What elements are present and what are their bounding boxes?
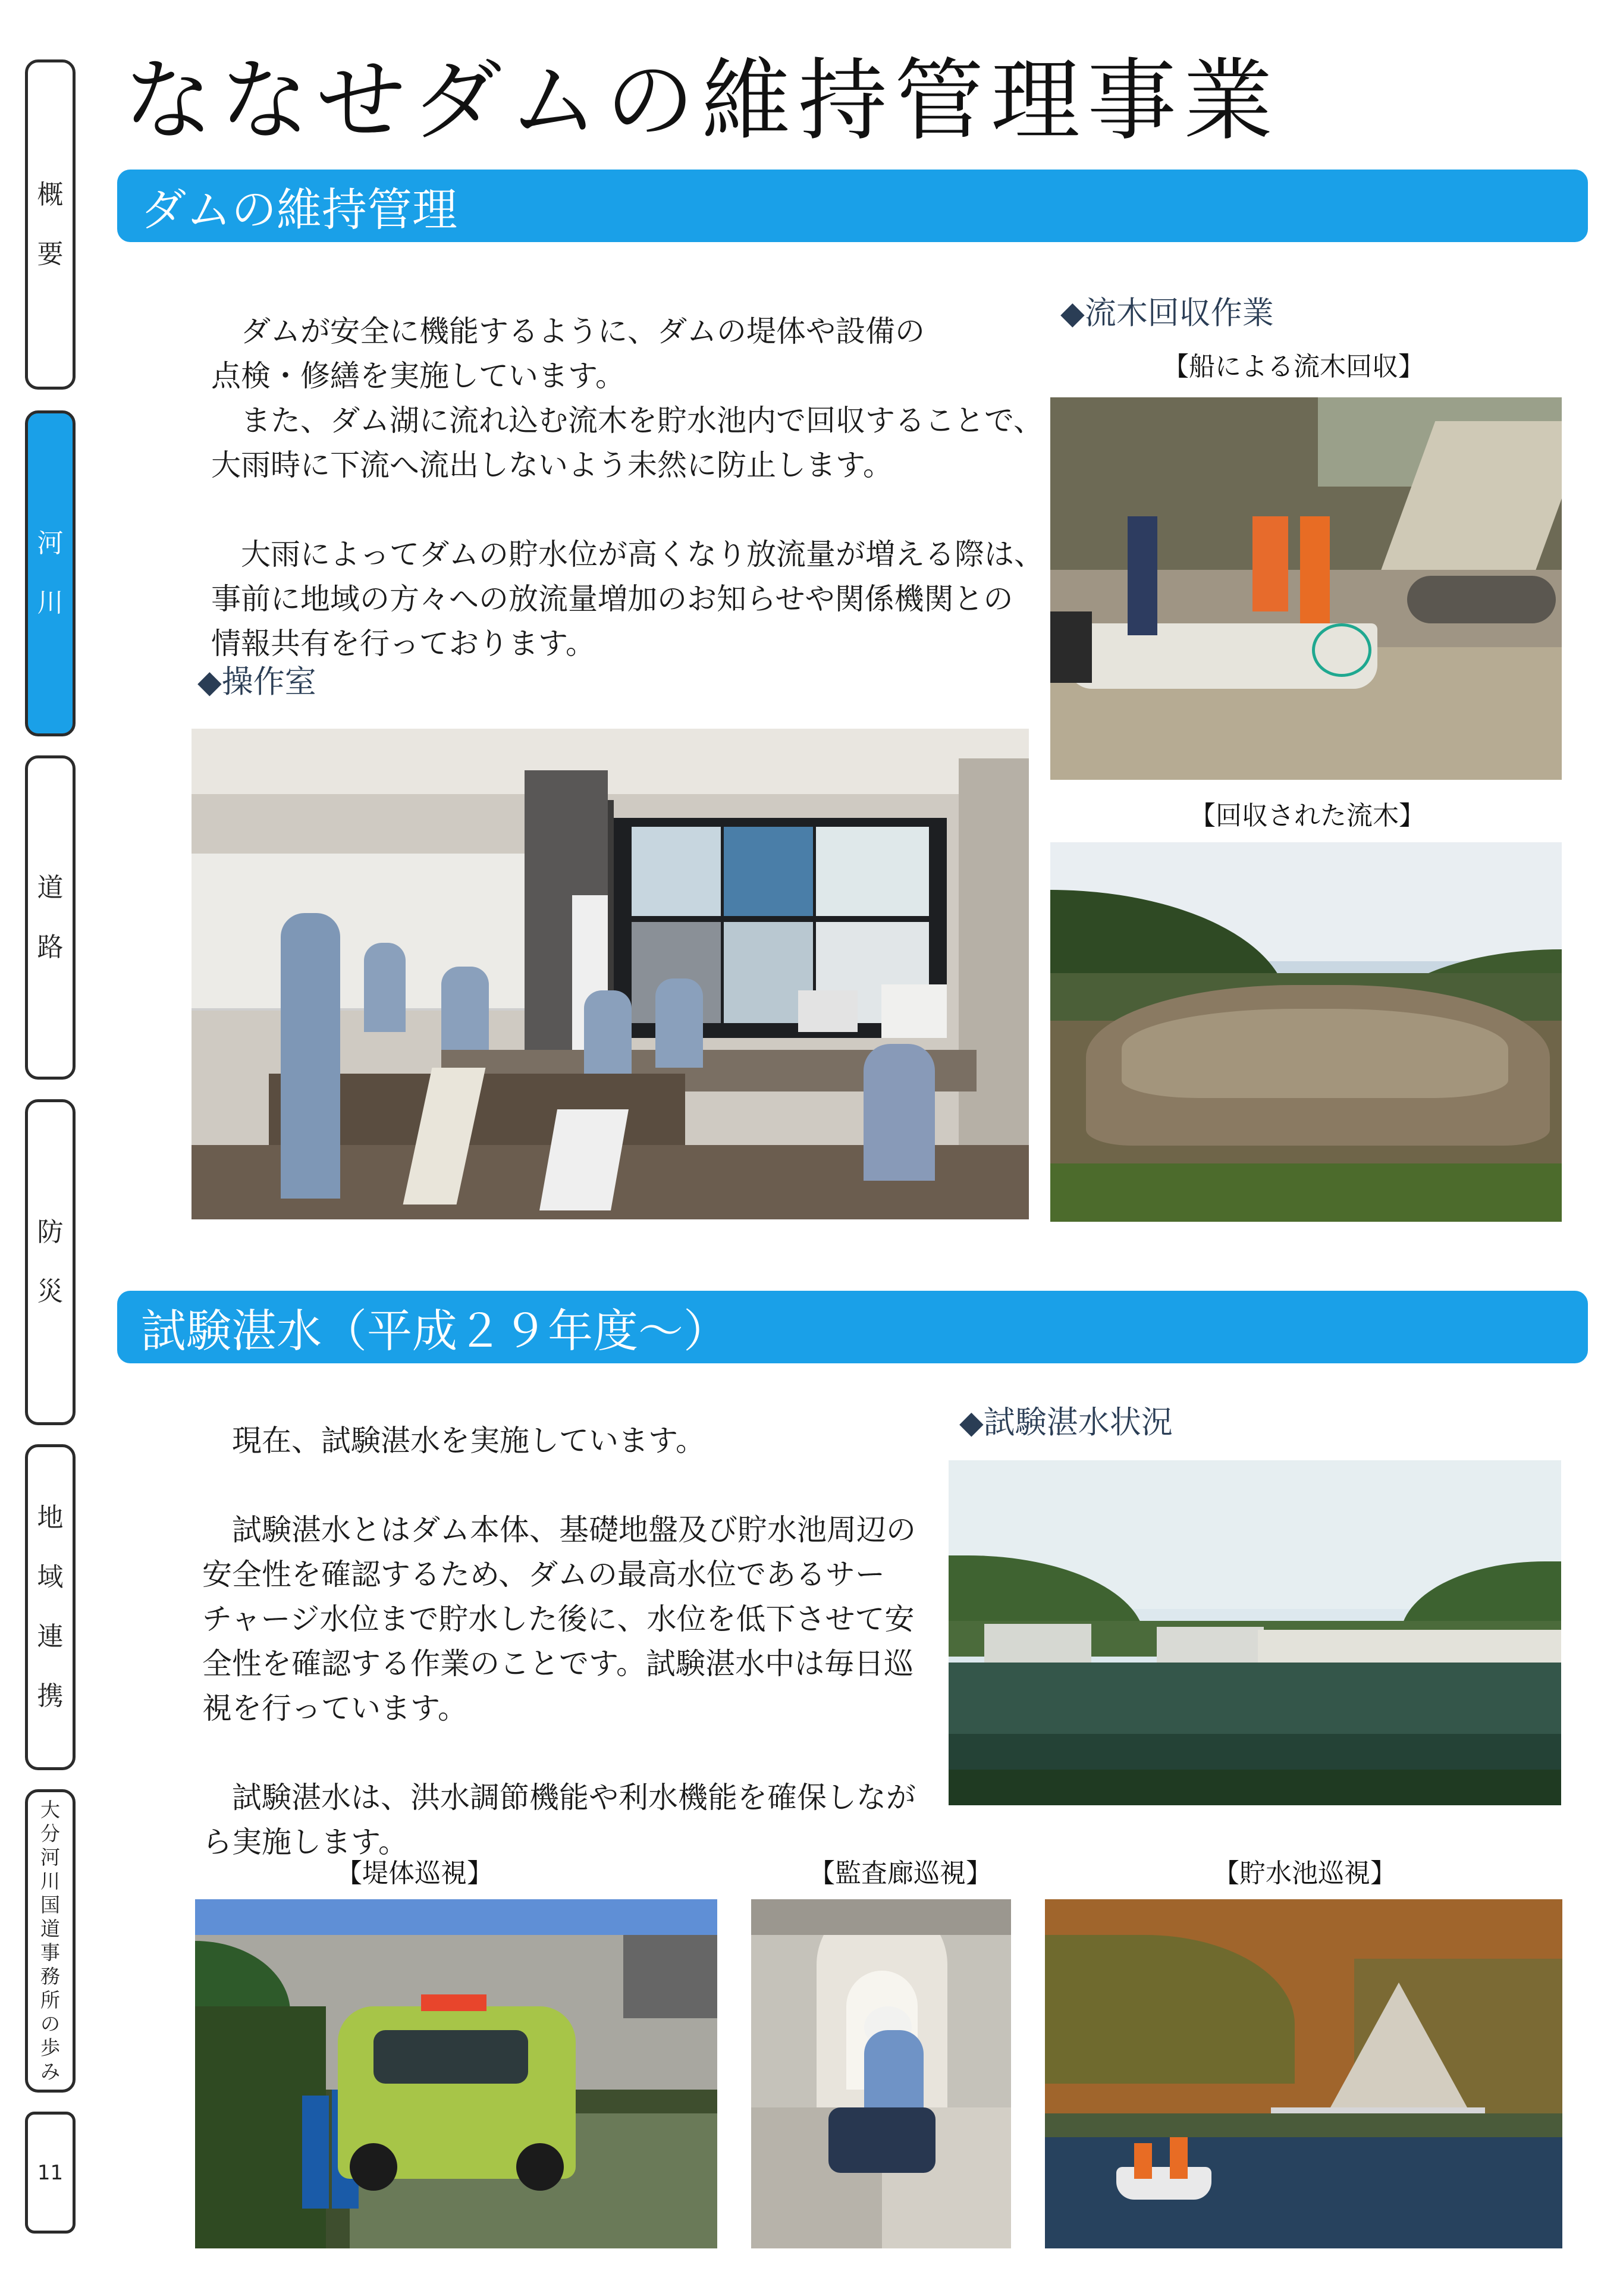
text-line: 視を行っています。 [202, 1691, 467, 1726]
text-line: 現在、試験湛水を実施しています。 [202, 1423, 705, 1458]
side-tab-char: 河 [37, 528, 64, 559]
collected-driftwood-photo [1050, 842, 1562, 1222]
collected-driftwood-caption: 【回収された流木】 [1189, 801, 1425, 831]
side-tab-char: 道 [40, 1917, 60, 1940]
side-tab-label [37, 528, 64, 618]
text-line: 安全性を確認するため、ダムの最高水位であるサー [202, 1557, 885, 1592]
boat-driftwood-collection-photo [1050, 397, 1562, 780]
side-tab-char: 大 [40, 1798, 60, 1821]
test-status-label: ◆試験湛水状況 [959, 1404, 1173, 1441]
reservoir-patrol-caption: 【貯水池巡視】 [1213, 1858, 1396, 1889]
text-line: 事前に地域の方々への放流量増加のお知らせや関係機関との [211, 582, 1013, 616]
side-tab-char: 概 [37, 179, 64, 210]
side-tab-overview[interactable] [25, 59, 76, 390]
side-tab-char: 防 [37, 1217, 64, 1247]
text-line [211, 488, 1044, 532]
side-tab-char: 路 [37, 931, 64, 962]
reservoir-patrol-photo [1045, 1899, 1562, 2248]
control-room-photo [192, 729, 1029, 1219]
side-tab-river[interactable] [25, 410, 76, 736]
inspection-gallery-patrol-caption: 【監査廊巡視】 [809, 1858, 992, 1889]
text-line [202, 1731, 916, 1776]
side-tab-char: 携 [37, 1681, 64, 1711]
text-line: ダムが安全に機能するように、ダムの堤体や設備の [211, 314, 925, 349]
side-tab-char: 所 [40, 1988, 60, 2012]
side-tab-history[interactable] [25, 1789, 76, 2093]
test-impoundment-status-photo [949, 1460, 1561, 1805]
side-tab-char: 災 [37, 1276, 64, 1307]
side-tab-char: 地 [37, 1503, 64, 1533]
side-tab-label [37, 872, 64, 962]
test-impoundment-description [202, 1419, 916, 1865]
text-line: 情報共有を行っております。 [211, 626, 595, 661]
side-tab-char: 務 [40, 1965, 60, 1988]
side-tab-char: 川 [40, 1870, 60, 1893]
control-room-label: ◆操作室 [197, 664, 316, 700]
text-line: ら実施します。 [202, 1825, 408, 1859]
side-tab-char: の [40, 2012, 60, 2035]
maintenance-description [211, 309, 1044, 666]
side-tab-label [37, 179, 64, 269]
side-tab-disaster-prevention[interactable] [25, 1099, 76, 1425]
text-line: 全性を確認する作業のことです。試験湛水中は毎日巡 [202, 1646, 913, 1681]
side-tab-char: 分 [40, 1822, 60, 1845]
side-tab-char: 域 [37, 1562, 64, 1592]
side-tab-label [40, 1798, 60, 2084]
text-line: 点検・修繕を実施しています。 [211, 359, 625, 393]
side-tab-char: 川 [37, 588, 64, 618]
boat-collection-caption: 【船による流木回収】 [1163, 352, 1424, 382]
text-line: チャージ水位まで貯水した後に、水位を低下させて安 [202, 1602, 915, 1636]
side-tab-char: 歩 [40, 2036, 60, 2059]
text-line [202, 1463, 916, 1508]
page-number: 11 [25, 2112, 76, 2234]
text-line: また、ダム湖に流れ込む流木を貯水池内で回収することで、 [211, 403, 1043, 438]
inspection-gallery-patrol-photo [751, 1899, 1011, 2248]
text-line: 試験湛水は、洪水調節機能や利水機能を確保しなが [202, 1780, 916, 1815]
side-tab-char: 連 [37, 1621, 64, 1652]
side-tab-char: 河 [40, 1846, 60, 1869]
side-tab-label [37, 1505, 64, 1710]
page-title: ななせダムの維持管理事業 [124, 49, 1280, 153]
section-heading-text: ダムの維持管理 [141, 183, 457, 236]
side-tab-char: 道 [37, 872, 64, 903]
driftwood-work-label: ◆流木回収作業 [1060, 295, 1274, 331]
side-tab-char: 要 [37, 239, 64, 269]
text-line: 大雨時に下流へ流出しないよう未然に防止します。 [211, 448, 893, 482]
text-line: 大雨によってダムの貯水位が高くなり放流量が増える際は、 [211, 537, 1044, 572]
dam-body-patrol-photo [195, 1899, 717, 2248]
side-tab-char: み [40, 2060, 60, 2083]
side-tab-community[interactable] [25, 1444, 76, 1770]
side-tab-char: 事 [40, 1941, 60, 1964]
text-line: 試験湛水とはダム本体、基礎地盤及び貯水池周辺の [202, 1513, 916, 1547]
side-tab-road[interactable] [25, 755, 76, 1080]
side-tab-char: 国 [40, 1893, 60, 1917]
side-tab-label [37, 1219, 64, 1305]
section-heading-maintenance [117, 170, 1588, 242]
dam-body-patrol-caption: 【堤体巡視】 [336, 1858, 493, 1889]
section-heading-test-impoundment [117, 1291, 1588, 1363]
section-heading-text: 試験湛水（平成２９年度～） [141, 1304, 729, 1357]
